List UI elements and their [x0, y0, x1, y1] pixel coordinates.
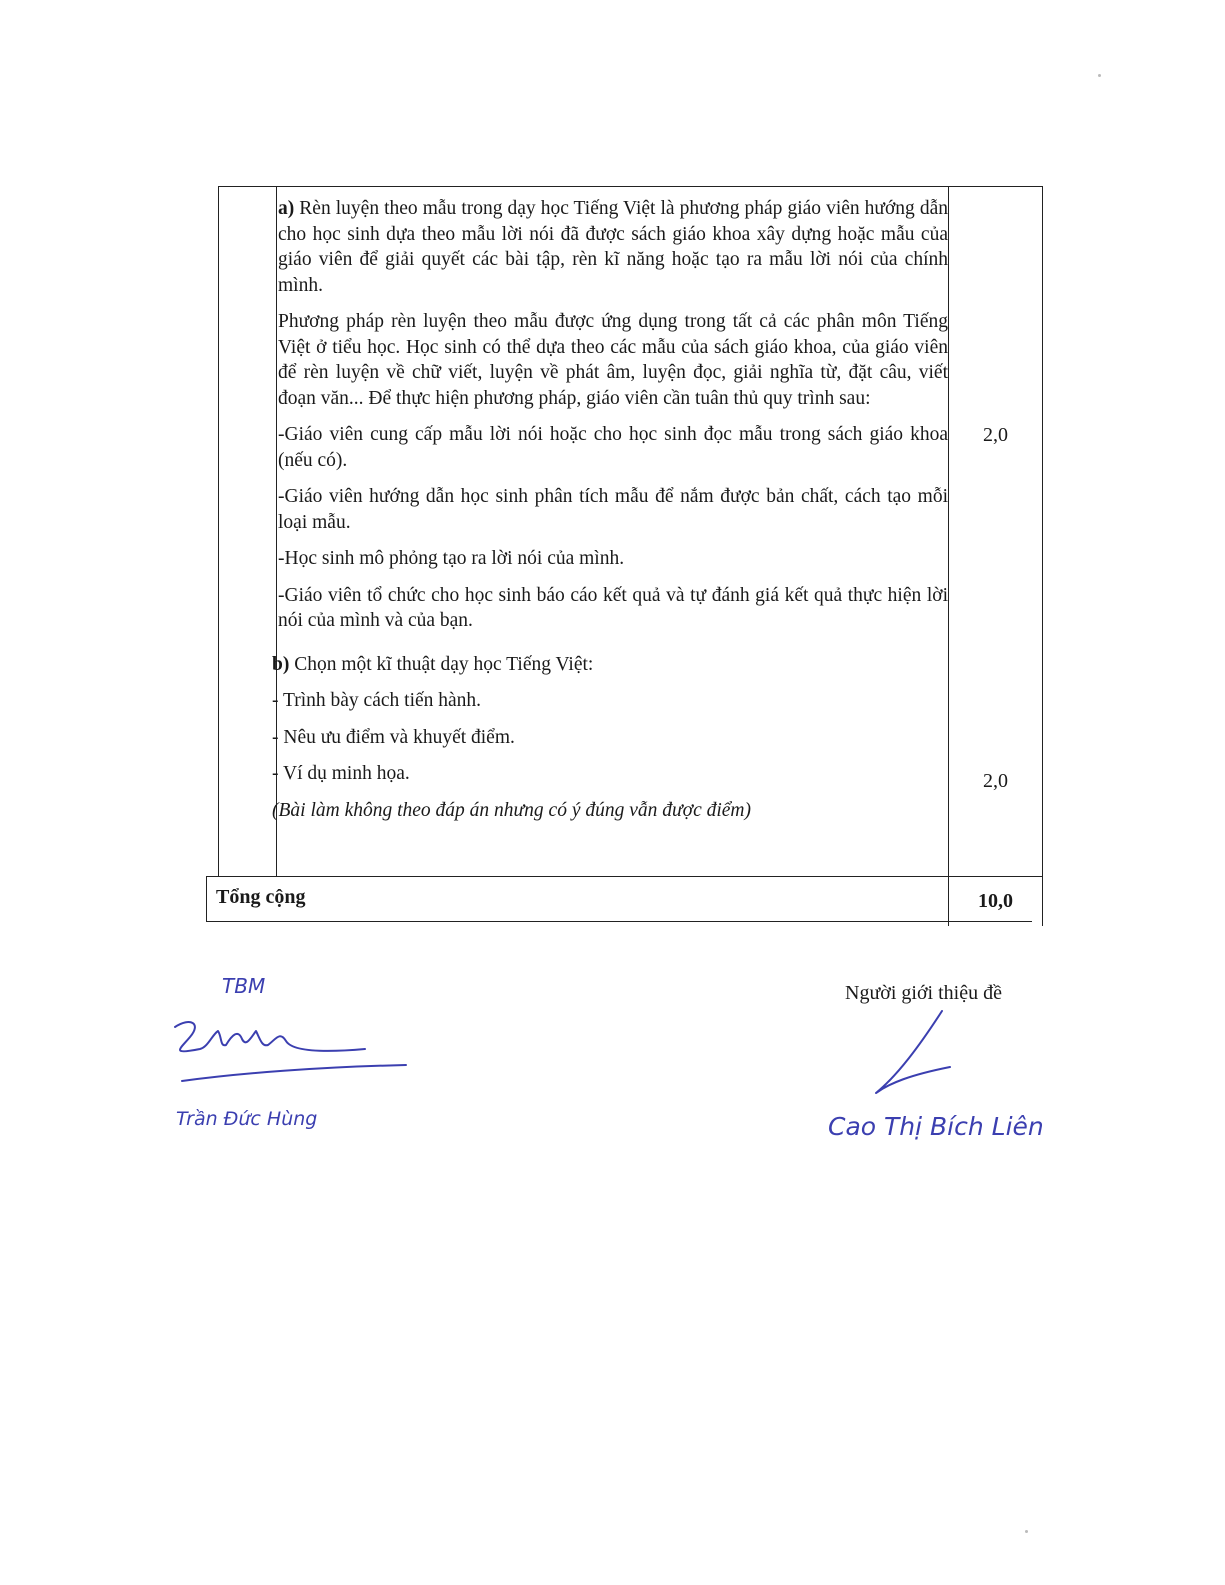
- part-a-label: a): [278, 198, 295, 219]
- table-right-border: [1042, 186, 1043, 926]
- table-left-border-lower: [206, 876, 207, 922]
- part-b-item-1: - Trình bày cách tiến hành.: [272, 690, 482, 711]
- part-b-item-2: - Nêu ưu điểm và khuyết điểm.: [272, 726, 515, 748]
- part-a-step-4: -Giáo viên tổ chức cho học sinh báo cáo kết quả và tự đánh giá kết quả thực hiện lời nói của mình và của bạn.: [278, 584, 948, 631]
- part-b-note: (Bài làm không theo đáp án nhưng có ý đúng vẫn được điểm): [272, 799, 751, 821]
- total-label: Tổng cộng: [216, 886, 306, 908]
- left-signature-title: TBM: [222, 974, 266, 998]
- table-col-divider-2: [948, 186, 949, 926]
- right-signature-stroke: [876, 1011, 950, 1093]
- left-signature: [160, 965, 430, 1155]
- part-b-label: b): [272, 653, 290, 675]
- part-a-step-3: -Học sinh mô phỏng tạo ra lời nói của mình.: [278, 548, 625, 569]
- part-b-heading-text: Chọn một kĩ thuật dạy học Tiếng Việt:: [294, 653, 594, 675]
- scan-speck: [1025, 1530, 1028, 1533]
- part-a-paragraph-2: Phương pháp rèn luyện theo mẫu được ứng dụng trong tất cả các phân môn Tiếng Việt ở tiểu học. Học sinh có thể dựa theo các mẫu của sách giáo khoa, của giáo viên để rèn luyện về chữ viết, luyện về phát âm, luyện đọc, giải nghĩa từ, đặt câu, viết đoạn văn... Để thực hiện phương pháp, giáo viên cần tuân thủ quy trình sau:: [278, 311, 948, 409]
- part-a-step-2: -Giáo viên hướng dẫn học sinh phân tích mẫu để nắm được bản chất, cách tạo mỗi loại mẫu.: [278, 486, 948, 533]
- table-bottom-border: [206, 921, 1032, 922]
- part-a-text-1: Rèn luyện theo mẫu trong dạy học Tiếng Việt là phương pháp giáo viên hướng dẫn cho học sinh dựa theo mẫu lời nói đã được sách giáo khoa xây dựng hoặc mẫu của giáo viên để giải quyết các bài tập, rèn kĩ năng hoặc tạo ra mẫu lời nói của chính mình.: [278, 198, 949, 296]
- right-signature-name: Cao Thị Bích Liên: [828, 1112, 1044, 1141]
- left-signature-stroke: [175, 1022, 365, 1051]
- scan-speck: [1098, 74, 1101, 77]
- left-signature-underline: [182, 1065, 406, 1081]
- part-a-score: 2,0: [983, 424, 1008, 446]
- part-a-step-1: -Giáo viên cung cấp mẫu lời nói hoặc cho học sinh đọc mẫu trong sách giáo khoa (nếu có).: [278, 424, 948, 471]
- table-row-divider: [206, 876, 1043, 877]
- answer-content: [272, 196, 949, 834]
- answer-table: [206, 186, 1043, 926]
- part-a-paragraph-1: [278, 196, 948, 298]
- part-b-item-3: - Ví dụ minh họa.: [272, 763, 410, 784]
- total-score: 10,0: [978, 890, 1013, 912]
- part-b-heading: [272, 652, 948, 678]
- presenter-title: Người giới thiệu đề: [845, 982, 1002, 1004]
- right-signature: [800, 975, 1060, 1165]
- part-b-score: 2,0: [983, 770, 1008, 792]
- left-signature-name: Trần Đức Hùng: [176, 1108, 318, 1130]
- table-left-border-upper: [218, 186, 219, 876]
- table-top-border: [218, 186, 1043, 187]
